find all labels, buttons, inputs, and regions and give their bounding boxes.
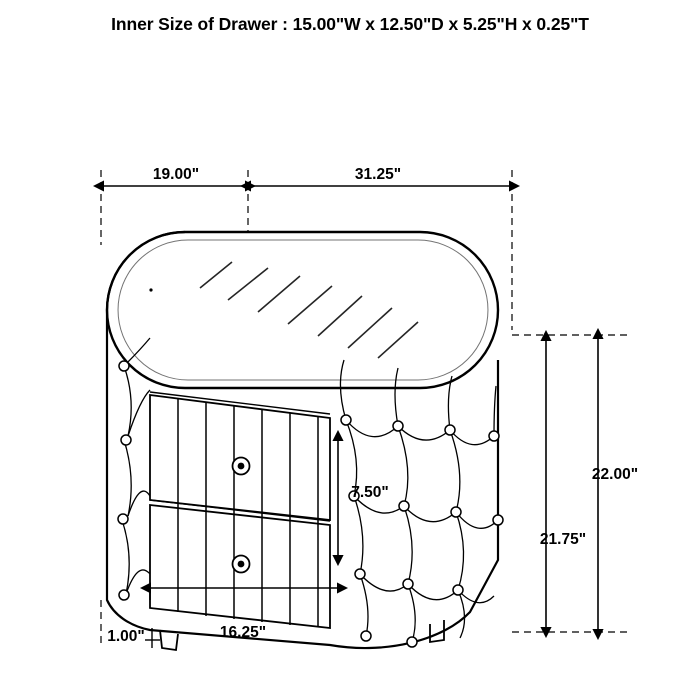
label-overall-height: 22.00" [591, 466, 639, 483]
drawer-knob-lower [233, 556, 250, 573]
label-drawer-width: 16.25" [219, 624, 267, 641]
label-drawer-height: 7.50" [351, 484, 389, 501]
drawer-channel-lines [178, 399, 318, 627]
height-dimension-lines [546, 338, 598, 630]
tufted-upholstery-pattern [340, 360, 498, 642]
page-title: Inner Size of Drawer : 15.00"W x 12.50"D x 5.25"H x 0.25"T [111, 14, 589, 34]
label-top-right-width: 31.25" [354, 166, 402, 183]
oval-top-surface [107, 232, 498, 388]
drawer-knob-upper [233, 458, 250, 475]
label-cabinet-height: 21.75" [539, 531, 587, 548]
label-leg-height: 1.00" [107, 628, 145, 645]
tuft-buttons-right [341, 415, 503, 647]
label-top-left-width: 19.00" [152, 166, 200, 183]
